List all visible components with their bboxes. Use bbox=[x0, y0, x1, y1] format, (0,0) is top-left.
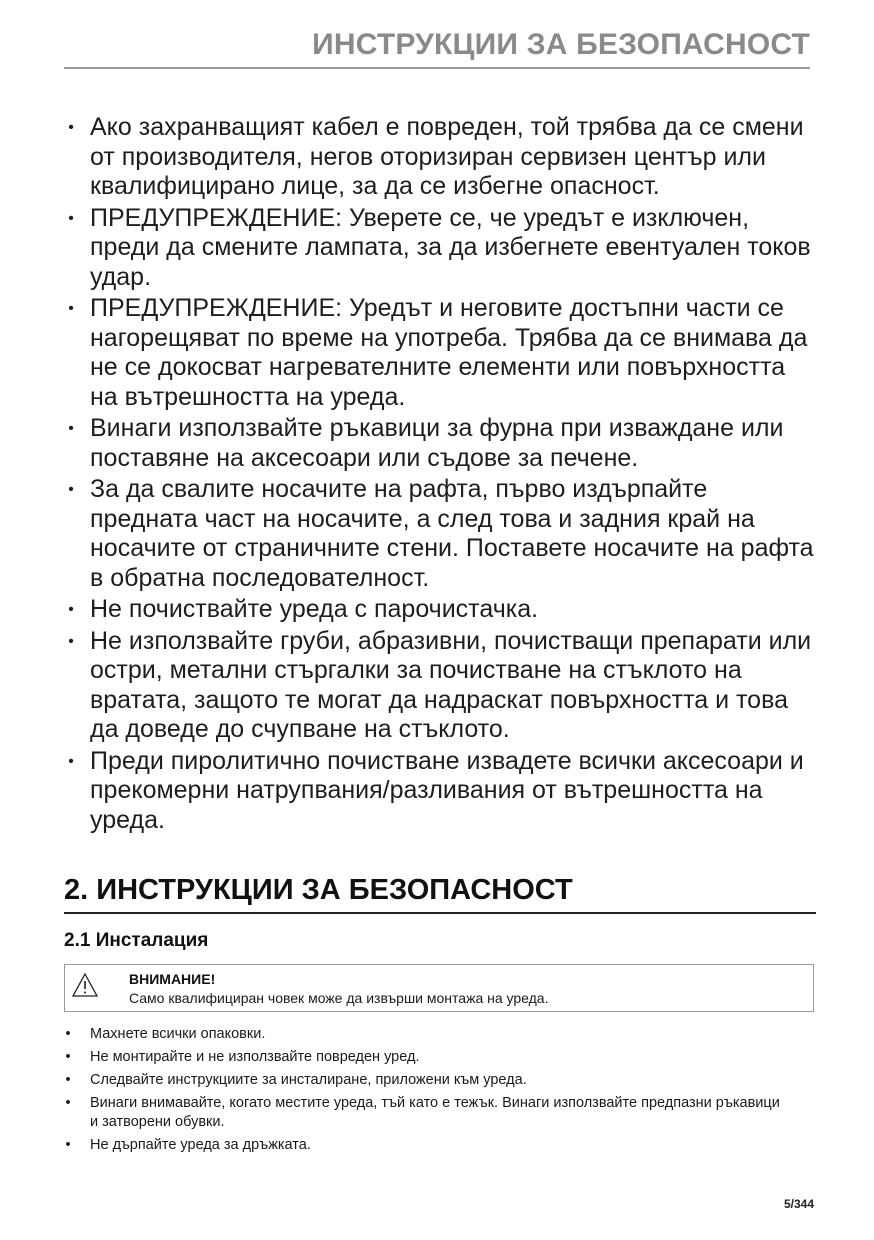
list-item-text: За да свалите носачите на рафта, първо издърпайте предната част на носачите, а след това и задния край на носачите от страничните стени. Поставете носачите на рафта в обратна последователност. bbox=[90, 475, 814, 592]
list-item bbox=[64, 113, 816, 202]
list-item bbox=[64, 595, 816, 625]
installation-list bbox=[64, 1025, 784, 1159]
list-item-text: ПРЕДУПРЕЖДЕНИЕ: Уредът и неговите достъпни части се нагорещяват по време на употреба. Трябва да се внимава да не се докосват нагревателните елементи или повърхността на вътрешността на уреда. bbox=[90, 294, 808, 411]
list-item-text: Не почиствайте уреда с парочистачка. bbox=[90, 595, 539, 623]
page-header-title: ИНСТРУКЦИИ ЗА БЕЗОПАСНОСТ bbox=[312, 28, 810, 61]
bullet-icon: • bbox=[65, 1072, 71, 1088]
list-item-text: ПРЕДУПРЕЖДЕНИЕ: Уверете се, че уредът е изключен, преди да смените лампата, за да избегнете евентуален токов удар. bbox=[90, 203, 811, 291]
bullet-icon: • bbox=[65, 1136, 71, 1153]
list-item bbox=[64, 627, 816, 745]
list-item bbox=[64, 747, 816, 836]
list-item-text: Винаги внимавайте, когато местите уреда, тъй като е тежък. Винаги използвайте предпазни ръкавици и затворени обувки. bbox=[90, 1095, 780, 1130]
page-number: 5/344 bbox=[783, 1197, 814, 1211]
bullet-icon: • bbox=[68, 300, 74, 317]
bullet-icon: • bbox=[68, 632, 74, 650]
list-item bbox=[64, 1136, 784, 1155]
list-item bbox=[64, 1048, 784, 1067]
section-divider bbox=[64, 912, 816, 914]
subsection-title: 2.1 Инсталация bbox=[64, 930, 209, 951]
list-item bbox=[64, 1071, 784, 1090]
bullet-icon: • bbox=[65, 1049, 71, 1065]
list-item-text: Преди пиролитично почистване извадете всички аксесоари и прекомерни натрупвания/разливания от вътрешността на уреда. bbox=[90, 746, 804, 834]
list-item bbox=[64, 475, 816, 593]
safety-list bbox=[64, 113, 816, 837]
list-item-text: Следвайте инструкциите за инсталиране, приложени към уреда. bbox=[90, 1072, 527, 1088]
bullet-icon: • bbox=[68, 209, 74, 227]
list-item-text: Не дърпайте уреда за дръжката. bbox=[90, 1136, 311, 1153]
list-item-text: Винаги използвайте ръкавици за фурна при изваждане или поставяне на аксесоари или съдове за печене. bbox=[90, 414, 784, 472]
warning-text: Само квалифициран човек може да извърши монтажа на уреда. bbox=[129, 990, 549, 1006]
list-item bbox=[64, 294, 816, 412]
list-item-text: Не използвайте груби, абразивни, почистващи препарати или остри, метални стъргалки за почистване на стъклото на вратата, защото те могат да надраскат повърхността и това да доведе до счупване на стъклото. bbox=[90, 626, 812, 743]
list-item-text: Ако захранващият кабел е повреден, той трябва да се смени от производителя, негов оторизиран сервизен център или квалифицирано лице, за да се избегне опасност. bbox=[90, 113, 804, 200]
bullet-icon: • bbox=[68, 420, 74, 437]
bullet-icon: • bbox=[65, 1095, 71, 1111]
list-item bbox=[64, 1094, 784, 1131]
bullet-icon: • bbox=[65, 1026, 71, 1042]
warning-heading: ВНИМАНИЕ! bbox=[129, 971, 216, 987]
section-title: 2. ИНСТРУКЦИИ ЗА БЕЗОПАСНОСТ bbox=[64, 874, 573, 906]
bullet-icon: • bbox=[68, 601, 74, 618]
header-divider bbox=[64, 67, 810, 69]
list-item-text: Махнете всички опаковки. bbox=[90, 1026, 266, 1042]
bullet-icon: • bbox=[68, 481, 74, 498]
list-item bbox=[64, 414, 816, 473]
bullet-icon: • bbox=[68, 752, 74, 770]
warning-box bbox=[64, 964, 814, 1012]
list-item bbox=[64, 1025, 784, 1044]
list-item-text: Не монтирайте и не използвайте повреден уред. bbox=[90, 1049, 420, 1065]
bullet-icon: • bbox=[68, 119, 74, 136]
warning-triangle-icon bbox=[71, 972, 99, 998]
list-item bbox=[64, 204, 816, 293]
